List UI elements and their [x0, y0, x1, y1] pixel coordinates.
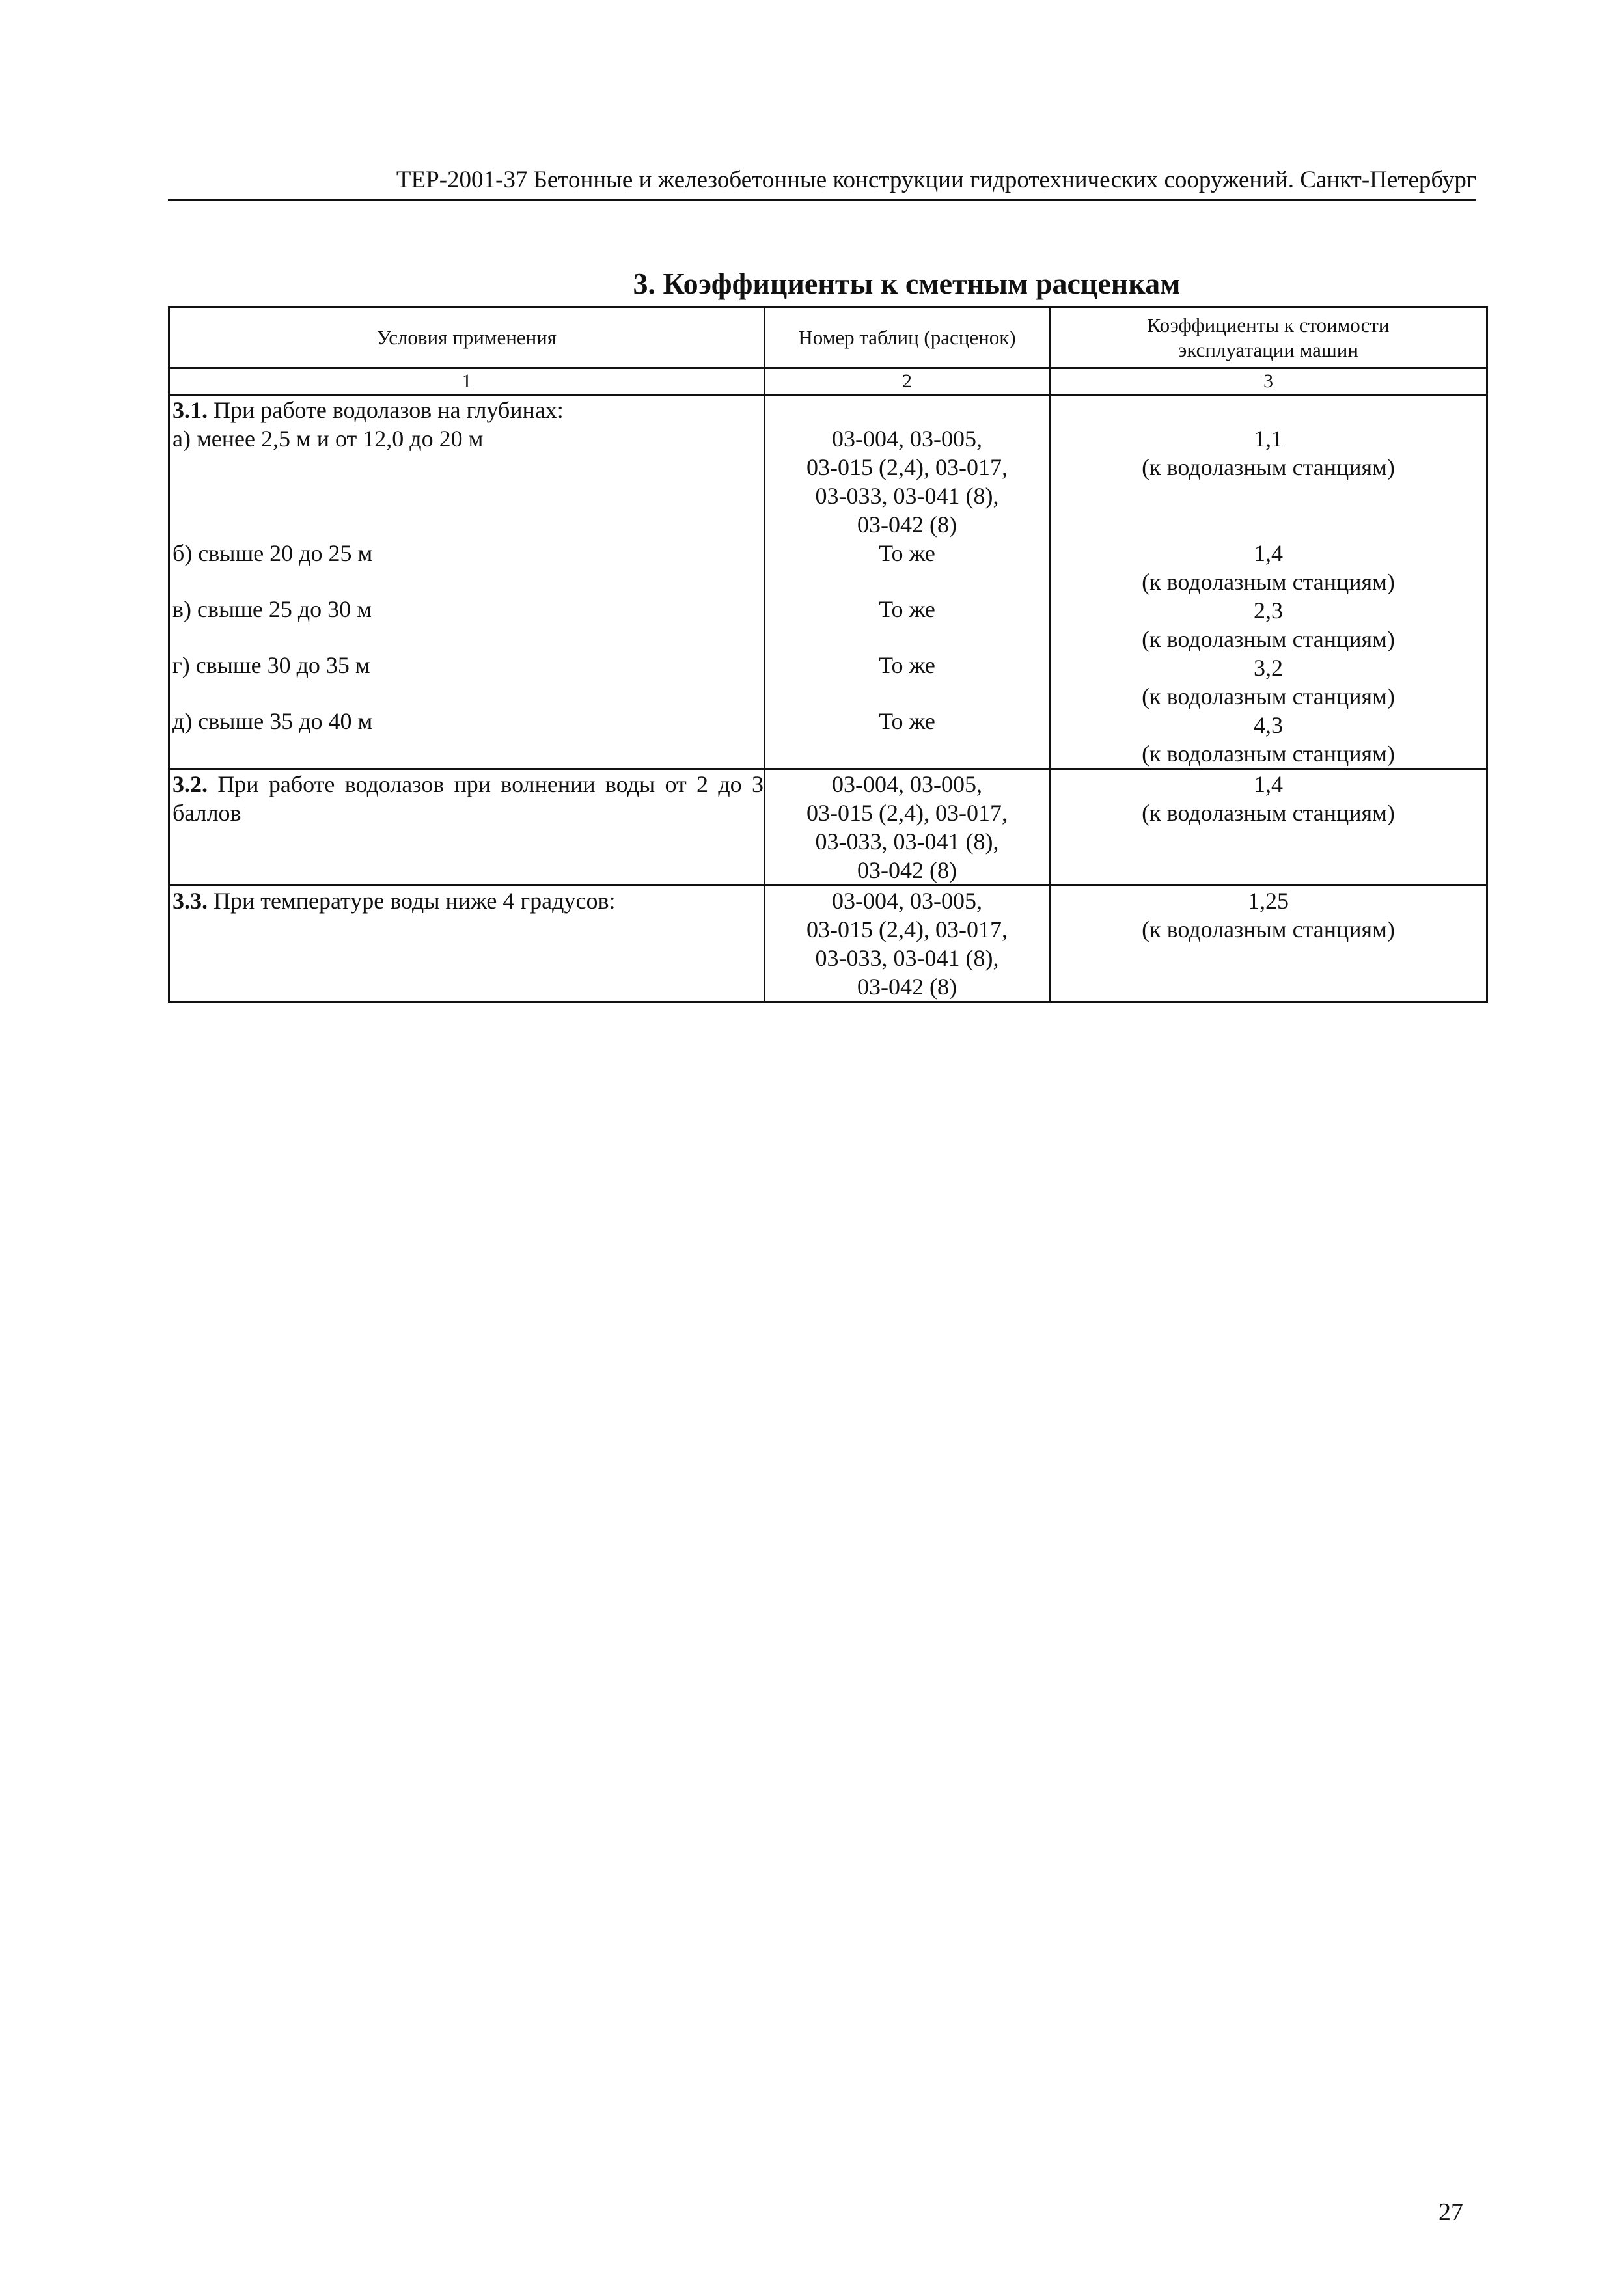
- coefficient-value: 2,3: [1254, 597, 1283, 624]
- coefficient-value: 1,1: [1254, 426, 1283, 452]
- coefficient-note: (к водолазным станциям): [1142, 569, 1395, 595]
- column-header: Условия применения: [169, 307, 765, 368]
- tables-cell: [765, 769, 1050, 886]
- table-row: [169, 769, 1487, 886]
- section-number: 3.1.: [172, 397, 208, 423]
- table-ref: 03-004, 03-005,: [832, 888, 982, 914]
- condition-text: в) свыше 25 до 30 м: [172, 596, 372, 622]
- condition-cell: [169, 886, 765, 1002]
- coefficient-value: 1,4: [1254, 771, 1283, 797]
- condition-text: д) свыше 35 до 40 м: [172, 708, 373, 734]
- column-header: [1050, 307, 1487, 368]
- table-ref: То же: [879, 596, 935, 622]
- section-heading: [172, 770, 764, 799]
- coefficient-cell: [1050, 395, 1487, 769]
- table-ref: 03-033, 03-041 (8),: [815, 829, 999, 855]
- condition-cell: [169, 769, 765, 886]
- coefficient-value: 3,2: [1254, 655, 1283, 681]
- table-ref: 03-004, 03-005,: [832, 771, 982, 797]
- coefficient-note: (к водолазным станциям): [1142, 626, 1395, 652]
- table-ref: 03-033, 03-041 (8),: [815, 483, 999, 509]
- section-heading-text: При работе водолазов при волнении воды от 2 до 3: [217, 771, 764, 797]
- coefficient-cell: [1050, 886, 1487, 1002]
- section-heading-text: При температуре воды ниже 4 градусов:: [213, 888, 616, 914]
- coefficients-table: [168, 306, 1488, 1003]
- column-number: 3: [1050, 368, 1487, 395]
- section-heading-text: При работе водолазов на глубинах:: [213, 397, 564, 423]
- coefficient-value: 4,3: [1254, 712, 1283, 738]
- table-ref: 03-004, 03-005,: [832, 426, 982, 452]
- table-ref: То же: [879, 652, 935, 678]
- coefficient-cell: [1050, 769, 1487, 886]
- condition-text: г) свыше 30 до 35 м: [172, 652, 370, 678]
- header-rule: [168, 199, 1476, 201]
- table-ref: 03-015 (2,4), 03-017,: [806, 454, 1008, 480]
- column-number-row: [169, 368, 1487, 395]
- condition-text: а) менее 2,5 м и от 12,0 до 20 м: [172, 426, 484, 452]
- condition-cell: [169, 395, 765, 769]
- table-row: [169, 395, 1487, 769]
- column-number: 2: [765, 368, 1050, 395]
- table-ref: 03-015 (2,4), 03-017,: [806, 800, 1008, 826]
- column-header: Номер таблиц (расценок): [765, 307, 1050, 368]
- table-ref: То же: [879, 540, 935, 566]
- column-header-text: Коэффициенты к стоимости эксплуатации машин: [1147, 313, 1390, 361]
- table-ref: 03-042 (8): [857, 512, 957, 538]
- tables-cell: [765, 395, 1050, 769]
- page-number: 27: [1438, 2199, 1463, 2226]
- coefficient-note: (к водолазным станциям): [1142, 741, 1395, 767]
- coefficient-note: (к водолазным станциям): [1142, 454, 1395, 480]
- table-ref: 03-015 (2,4), 03-017,: [806, 916, 1008, 942]
- section-heading: [172, 886, 764, 915]
- table-ref: 03-033, 03-041 (8),: [815, 945, 999, 971]
- tables-cell: [765, 886, 1050, 1002]
- column-number: 1: [169, 368, 765, 395]
- section-heading: [172, 396, 764, 424]
- coefficient-value: 1,4: [1254, 540, 1283, 566]
- table-ref: 03-042 (8): [857, 857, 957, 883]
- table-ref: 03-042 (8): [857, 974, 957, 1000]
- table-ref: То же: [879, 708, 935, 734]
- running-header: ТЕР-2001-37 Бетонные и железобетонные конструкции гидротехнических сооружений. Санкт-Петербург: [396, 167, 1476, 193]
- section-number: 3.2.: [172, 771, 208, 797]
- coefficient-note: (к водолазным станциям): [1142, 683, 1395, 709]
- coefficient-note: (к водолазным станциям): [1142, 800, 1395, 826]
- section-number: 3.3.: [172, 888, 208, 914]
- condition-text: б) свыше 20 до 25 м: [172, 540, 373, 566]
- coefficient-value: 1,25: [1248, 888, 1289, 914]
- section-heading-continuation: баллов: [172, 800, 241, 826]
- section-title: 3. Коэффициенты к сметным расценкам: [633, 267, 1181, 300]
- coefficient-note: (к водолазным станциям): [1142, 916, 1395, 942]
- table-header-row: [169, 307, 1487, 368]
- table-row: [169, 886, 1487, 1002]
